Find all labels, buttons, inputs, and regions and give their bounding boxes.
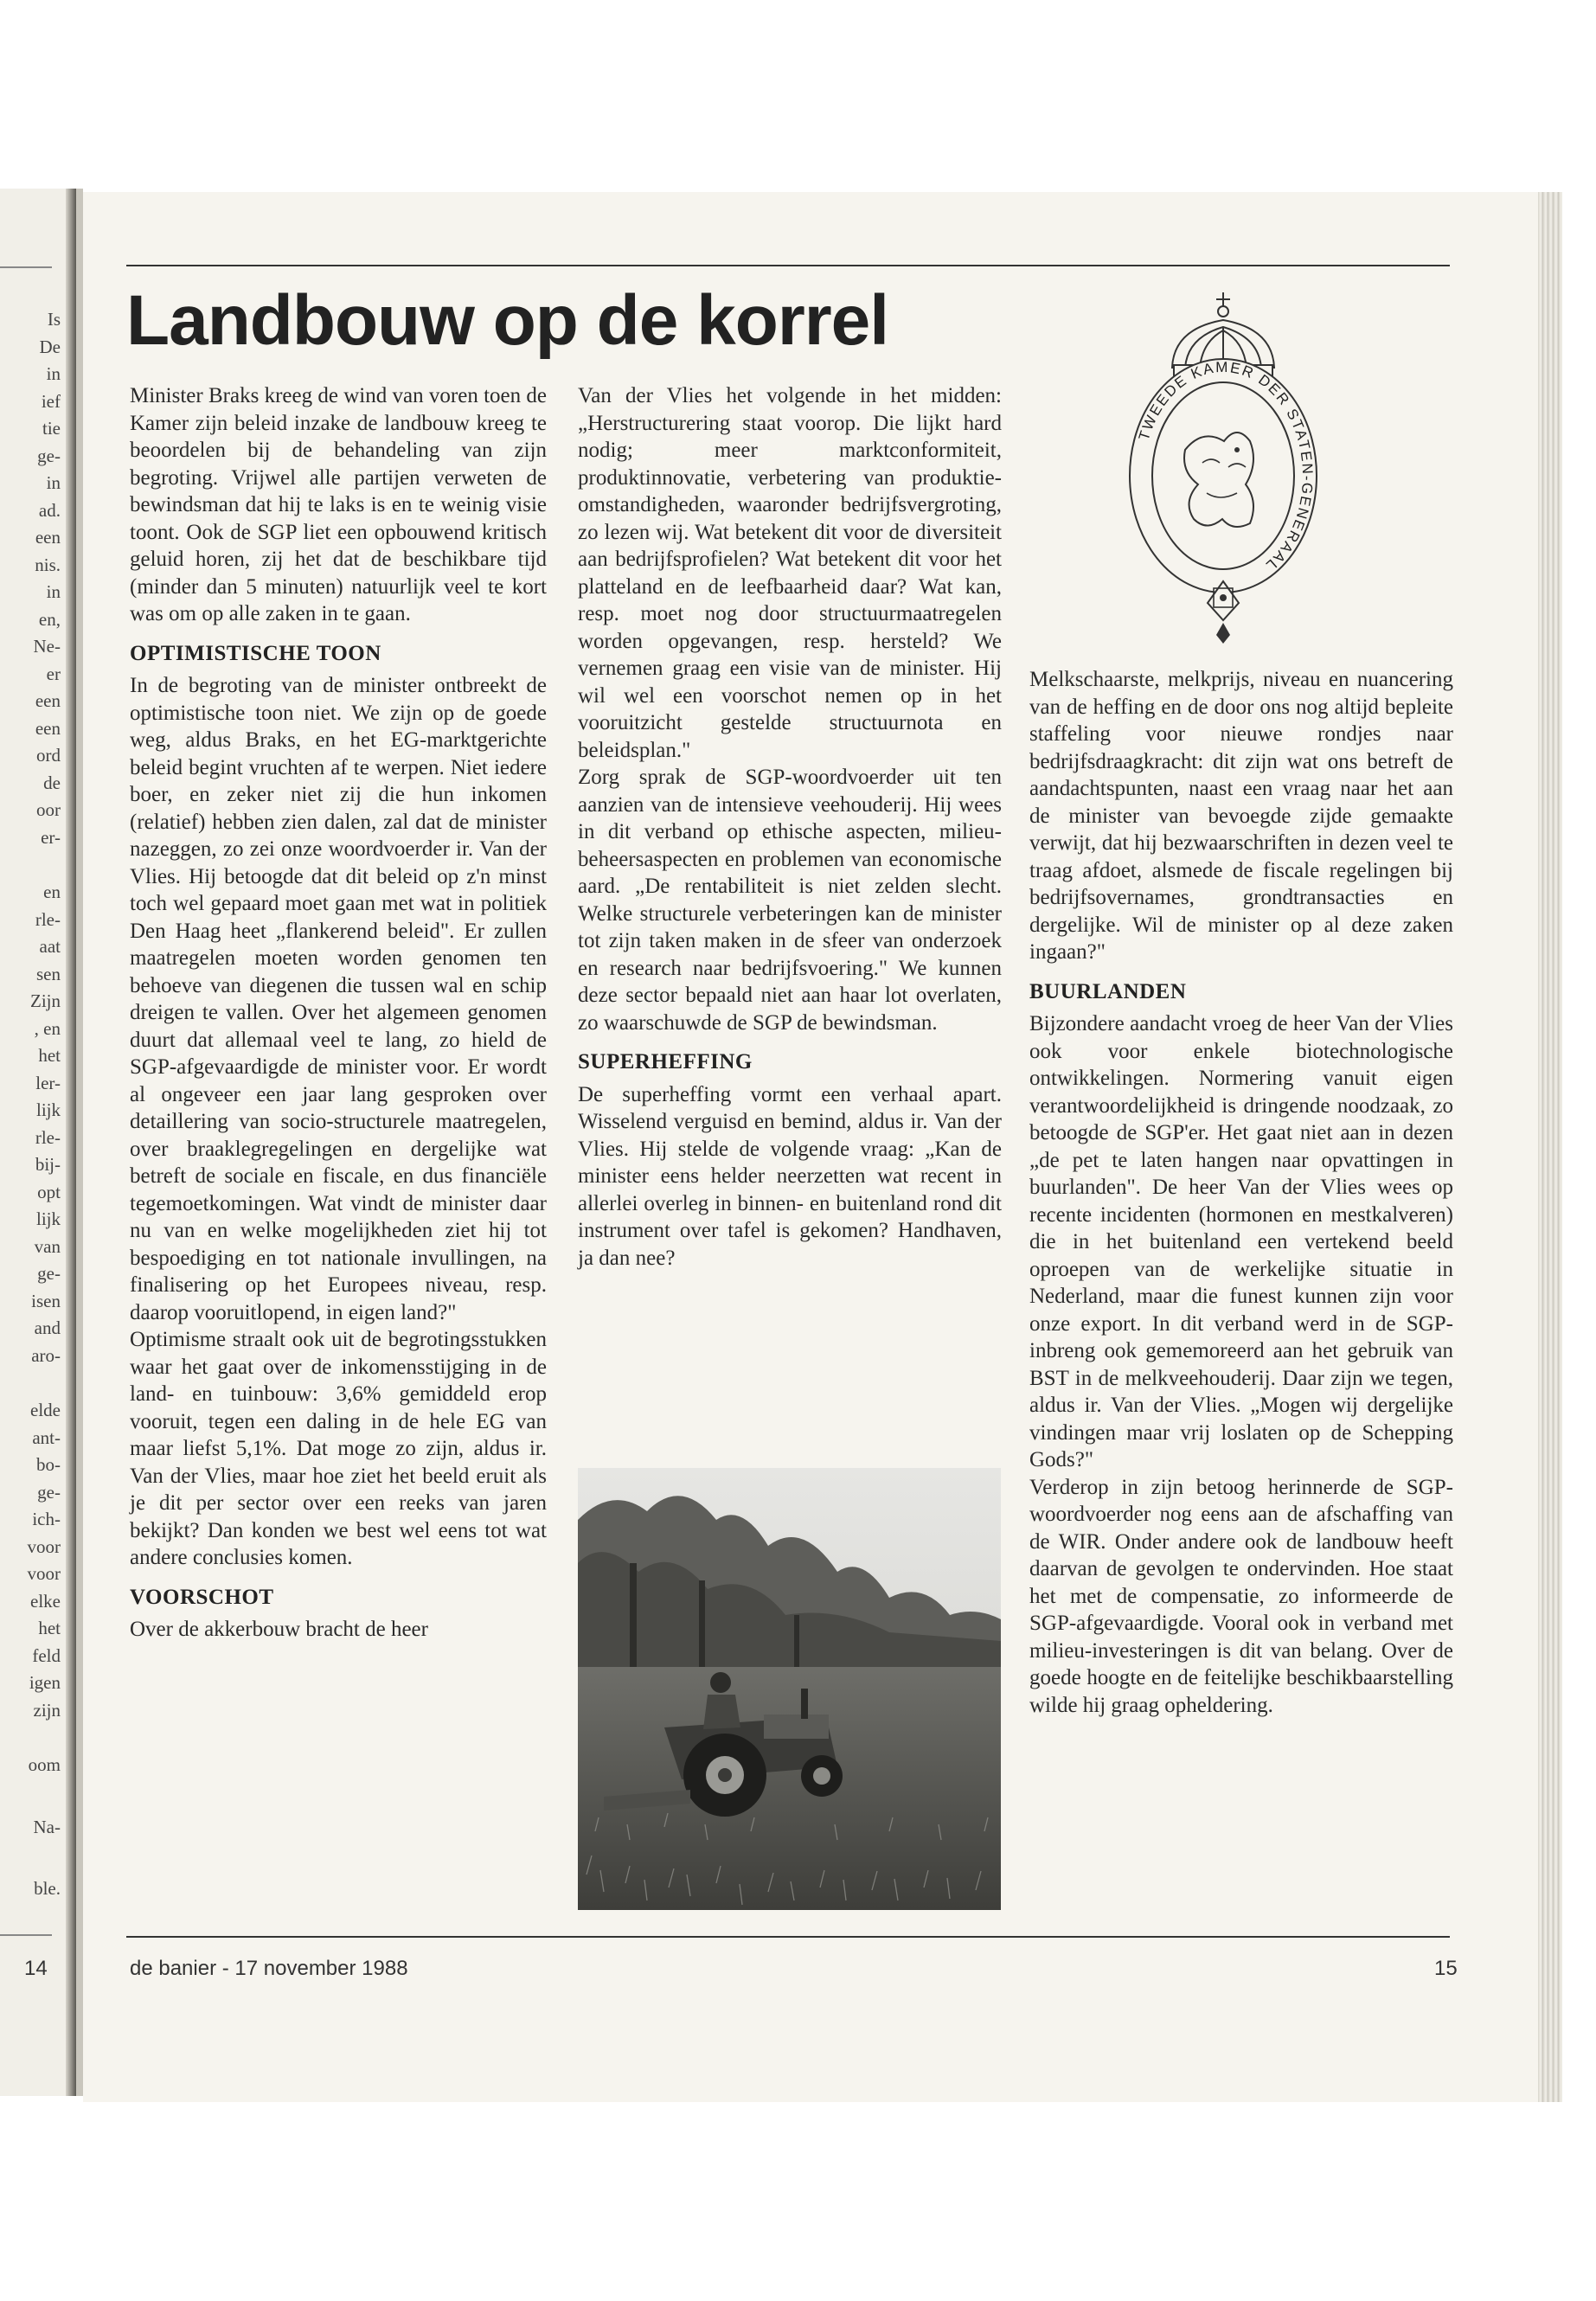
left-page-fragment: rle- xyxy=(35,908,61,930)
left-page-fragment: een xyxy=(35,717,61,739)
left-page-fragment: , en xyxy=(34,1017,61,1039)
left-page-fragment: isen xyxy=(31,1290,61,1311)
paragraph: De superheffing vormt een verhaal apart. Wisselend verguisd en bemind, aldus ir. Van der Vlies. Hij stelde de volgende vraag: „Kan de minister eens helder neerzetten wat recent in allerlei overleg in binnen- en buitenland rond dit instrument over tafel is gekomen? Handhaven, ja dan nee? xyxy=(578,1082,1002,1270)
intro-paragraph: Minister Braks kreeg de wind van voren toen de Kamer zijn beleid inzake de landbouw kreeg te beoordelen bij de behandeling van zijn begroting. Vrijwel alle partijen verweten de bewindsman dat hij te laks is en te weinig visie toont. Ook de SGP liet een opbouwend kritisch geluid horen, zij het dat de beschikbare tijd (minder dan 5 minuten) natuurlijk veel te kort was om op alle zaken in te gaan. xyxy=(130,384,547,625)
left-page-number: 14 xyxy=(24,1957,48,1980)
left-page-fragment: sen xyxy=(36,963,61,984)
coat-of-arms-icon xyxy=(1120,285,1326,651)
page-number: 15 xyxy=(1434,1957,1458,1980)
left-page-fragment: Na- xyxy=(33,1816,61,1837)
left-page-fragment: van xyxy=(34,1235,61,1257)
bottom-rule xyxy=(126,1936,1450,1938)
left-page-fragment: en, xyxy=(38,608,61,630)
left-page-fragment: ge- xyxy=(37,1481,61,1503)
paragraph: Bijzondere aandacht vroeg de heer Van der Vlies ook voor enkele biotechnologische ontwikkelingen. Normering vanuit eigen verantwoordelijkheid is dringende noodzaak, zo betoogde de SGP'er. Het gaat niet aan in dezen „de pet te laten hangen naar opvattingen in buurlanden". De heer Van der Vlies wees op recente incidenten (hormonen en mestkalveren) die in het buitenland een vertekend beeld oproepen van de werkelijke situatie in Nederland, maar die funest kunnen zijn voor onze export. In dit verband werd in de SGP-inbreng ook gememoreerd aan het gebruik van BST in de melkveehouderij. Daar zijn we tegen, aldus ir. Van der Vlies. „Mogen wij dergelijke vindingen maar vrij loslaten op de Schepping Gods?" xyxy=(1029,1012,1453,1471)
paragraph: Optimisme straalt ook uit de begrotingsstukken waar het gaat over de inkomensstijging in de land- en tuinbouw: 3,6% gemiddeld erop vooruit, tegen een daling in de hele EG van maar liefst 5,1%. Dat moge zo zijn, aldus ir. Van der Vlies, maar hoe ziet het beeld eruit als je dit per sector over een reeks van jaren bekijkt? Dan konden we best wel eens tot wat andere conclusies komen. xyxy=(130,1328,547,1569)
paragraph: Zorg sprak de SGP-woordvoerder uit ten aanzien van de intensieve veehouderij. Hij wees in dit verband op ethische aspecten, milieu-beheersaspecten en problemen van economische aard. „De rentabiliteit is niet zelden slecht. Welke structurele verbeteringen kan de minister tot zijn taken maken in de sfeer van onderzoek en research naar bedrijfsvoering." We kunnen deze sector bepaald niet aan haar lot overlaten, zo waarschuwde de SGP de bewindsman. xyxy=(578,766,1002,1035)
top-rule xyxy=(126,265,1450,266)
left-page-fragment: aat xyxy=(39,936,61,957)
column-3 xyxy=(1029,666,1453,1719)
left-page-rule xyxy=(0,1934,52,1936)
left-page-fragment: igen xyxy=(29,1672,61,1693)
left-page-fragment: opt xyxy=(37,1181,61,1202)
emblem-ring-text: TWEEDE KAMER DER STATEN-GENERAAL xyxy=(1135,358,1317,575)
column-1 xyxy=(130,382,547,1644)
left-page-fragment: in xyxy=(46,363,61,384)
left-page-fragment: lijk xyxy=(35,1099,61,1120)
left-page-fragment: ad. xyxy=(38,499,61,521)
left-page-fragment: er- xyxy=(41,826,61,848)
tractor-illustration xyxy=(578,1468,1001,1910)
left-page-top-rule xyxy=(0,266,52,268)
left-page-fragment: tie xyxy=(42,418,61,439)
left-page-fragment: ler- xyxy=(35,1072,61,1093)
paragraph: Over de akkerbouw bracht de heer xyxy=(130,1618,428,1641)
paragraph: Verderop in zijn betoog herinnerde de SGP-woordvoerder nog eens aan de afschaffing van de WIR. Onder andere ook de landbouw heeft daarvan de gevolgen te ondervinden. Hoe staat het met de compensatie, zo informeerde de SGP-afgevaardigde. Vooral ook in verband met milieu-investeringen is dit van belang. Over de goede hoogte en de feitelijke beschikbaarstelling wilde hij graag opheldering. xyxy=(1029,1475,1453,1717)
left-page-fragment: er xyxy=(46,663,61,684)
left-page-fragment: rle- xyxy=(35,1126,61,1148)
left-page-fragment: nis. xyxy=(35,554,61,575)
left-page-fragment: De xyxy=(39,336,61,357)
left-page-fragment: Is xyxy=(47,309,61,330)
left-page-fragment: lijk xyxy=(35,1208,61,1229)
left-page-fragment: elde xyxy=(30,1400,61,1420)
left-page-fragment: de xyxy=(43,772,61,793)
left-page-fragment: ge- xyxy=(37,1263,61,1284)
left-page-fragment: in xyxy=(46,472,61,493)
paragraph: Melkschaarste, melkprijs, niveau en nuancering van de heffing en de door ons nog altijd bepleite staffeling voor nieuwe rondjes naar bedrijfsdraagkracht: dit zijn wat ons betreft de aandachtspunten, naast een vraag naar het aan de minister van bevoegde zijde gemaakte verwijt, dat hij bezwaarschriften in dezen veel te traag afdoet, alsmede de fiscale regelingen bij bedrijfsovernames, grondtransacties en dergelijke. Wil de minister op al deze zaken ingaan?" xyxy=(1029,668,1453,964)
page-stack-edge xyxy=(1538,192,1562,2102)
left-page-fragment: Ne- xyxy=(33,636,61,657)
left-page-fragment: bij- xyxy=(35,1154,61,1175)
left-page-fragment: and xyxy=(34,1317,61,1338)
left-page-fragment: in xyxy=(46,581,61,602)
left-page-fragment: oor xyxy=(36,799,61,820)
binding-edge xyxy=(66,189,76,2096)
subheading-superheffing: SUPERHEFFING xyxy=(578,1050,753,1074)
left-page-fragment: feld xyxy=(32,1644,61,1666)
left-page-fragment: voor xyxy=(27,1563,61,1584)
left-page-fragment: ge- xyxy=(37,445,61,466)
left-page-fragment: ant- xyxy=(32,1426,61,1448)
subheading-optimistische-toon: OPTIMISTISCHE TOON xyxy=(130,641,381,665)
page-title: Landbouw op de korrel xyxy=(126,281,889,360)
left-page-fragment: elke xyxy=(30,1590,61,1612)
left-page-fragment: aro- xyxy=(31,1344,61,1366)
left-page-fragment: ich- xyxy=(32,1509,61,1529)
left-page-fragment: het xyxy=(38,1618,61,1638)
binding-gap xyxy=(76,189,83,2096)
subheading-voorschot: VOORSCHOT xyxy=(130,1585,274,1609)
left-page-fragment: zijn xyxy=(33,1699,61,1721)
left-page-fragment: een xyxy=(35,690,61,711)
left-page-fragment: en xyxy=(43,881,61,902)
left-page-fragment: het xyxy=(38,1045,61,1066)
paragraph: Van der Vlies het volgende in het midden: „Herstructurering staat voorop. Die lijkt hard nodig; meer marktconformiteit, produktinnovatie, verbetering van produktie-omstandigheden, waaronder bedrijfsvergroting, zo lezen wij. Wat betekent dit voor de diversiteit aan bedrijfsprofielen? Wat betekent dit voor het platteland en de leefbaarheid daar? Wat kan, resp. moet nog door structuurmaatregelen worden opgevangen, resp. hersteld? We vernemen graag een visie van de minister. Hij wil wel een voorschot nemen op in het vooruitzicht gestelde structuurnota en beleidsplan." xyxy=(578,384,1002,762)
paragraph: In de begroting van de minister ontbreekt de optimistische toon niet. We zijn op de goede weg, aldus Braks, en het EG-marktgerichte beleid begint vruchten af te werpen. Niet iedere boer, en zeker niet zij die hun inkomen (relatief) hebben zien dalen, zal dat de minister nazeggen, zo zei onze woordvoerder ir. Van der Vlies. Hij betoogde dat dit beleid op z'n minst toch wel gepaard moet gaan met wat in politiek Den Haag heet „flankerend beleid". Er zullen maatregelen moeten worden genomen ten behoeve van diegenen die tussen wal en schip dreigen te vallen. Over het algemeen genomen duurt dat allemaal veel te lang, zo hield de SGP-afgevaardigde de minister voor. Er wordt al ongeveer een jaar lang gesproken over detaillering van socio-structurele maatregelen, over braaklegregelingen en dergelijke wat betreft de sociale en fiscale, en dus financiële tegemoetkomingen. Wat vindt de minister daar nu van en welke mogelijkheden ziet hij tot bespoediging en tot nationale invullingen, na finalisering op het Europees niveau, resp. daarop vooruitlopend, in eigen land?" xyxy=(130,674,547,1324)
tweede-kamer-emblem xyxy=(1120,285,1326,651)
left-page-fragment: Zijn xyxy=(30,990,61,1011)
tractor-photo xyxy=(578,1468,1001,1910)
left-page-fragment: bo- xyxy=(36,1454,61,1475)
footer-publication-date: de banier - 17 november 1988 xyxy=(130,1957,408,1980)
left-page-fragment: ief xyxy=(41,390,61,412)
column-2 xyxy=(578,382,1002,1272)
left-page-fragment: een xyxy=(35,527,61,548)
left-page-fragment: oom xyxy=(28,1754,61,1775)
subheading-buurlanden: BUURLANDEN xyxy=(1029,979,1187,1003)
left-page-fragment: ble. xyxy=(34,1878,61,1899)
left-page-fragment: ord xyxy=(36,745,61,766)
left-page-fragment: voor xyxy=(27,1535,61,1557)
